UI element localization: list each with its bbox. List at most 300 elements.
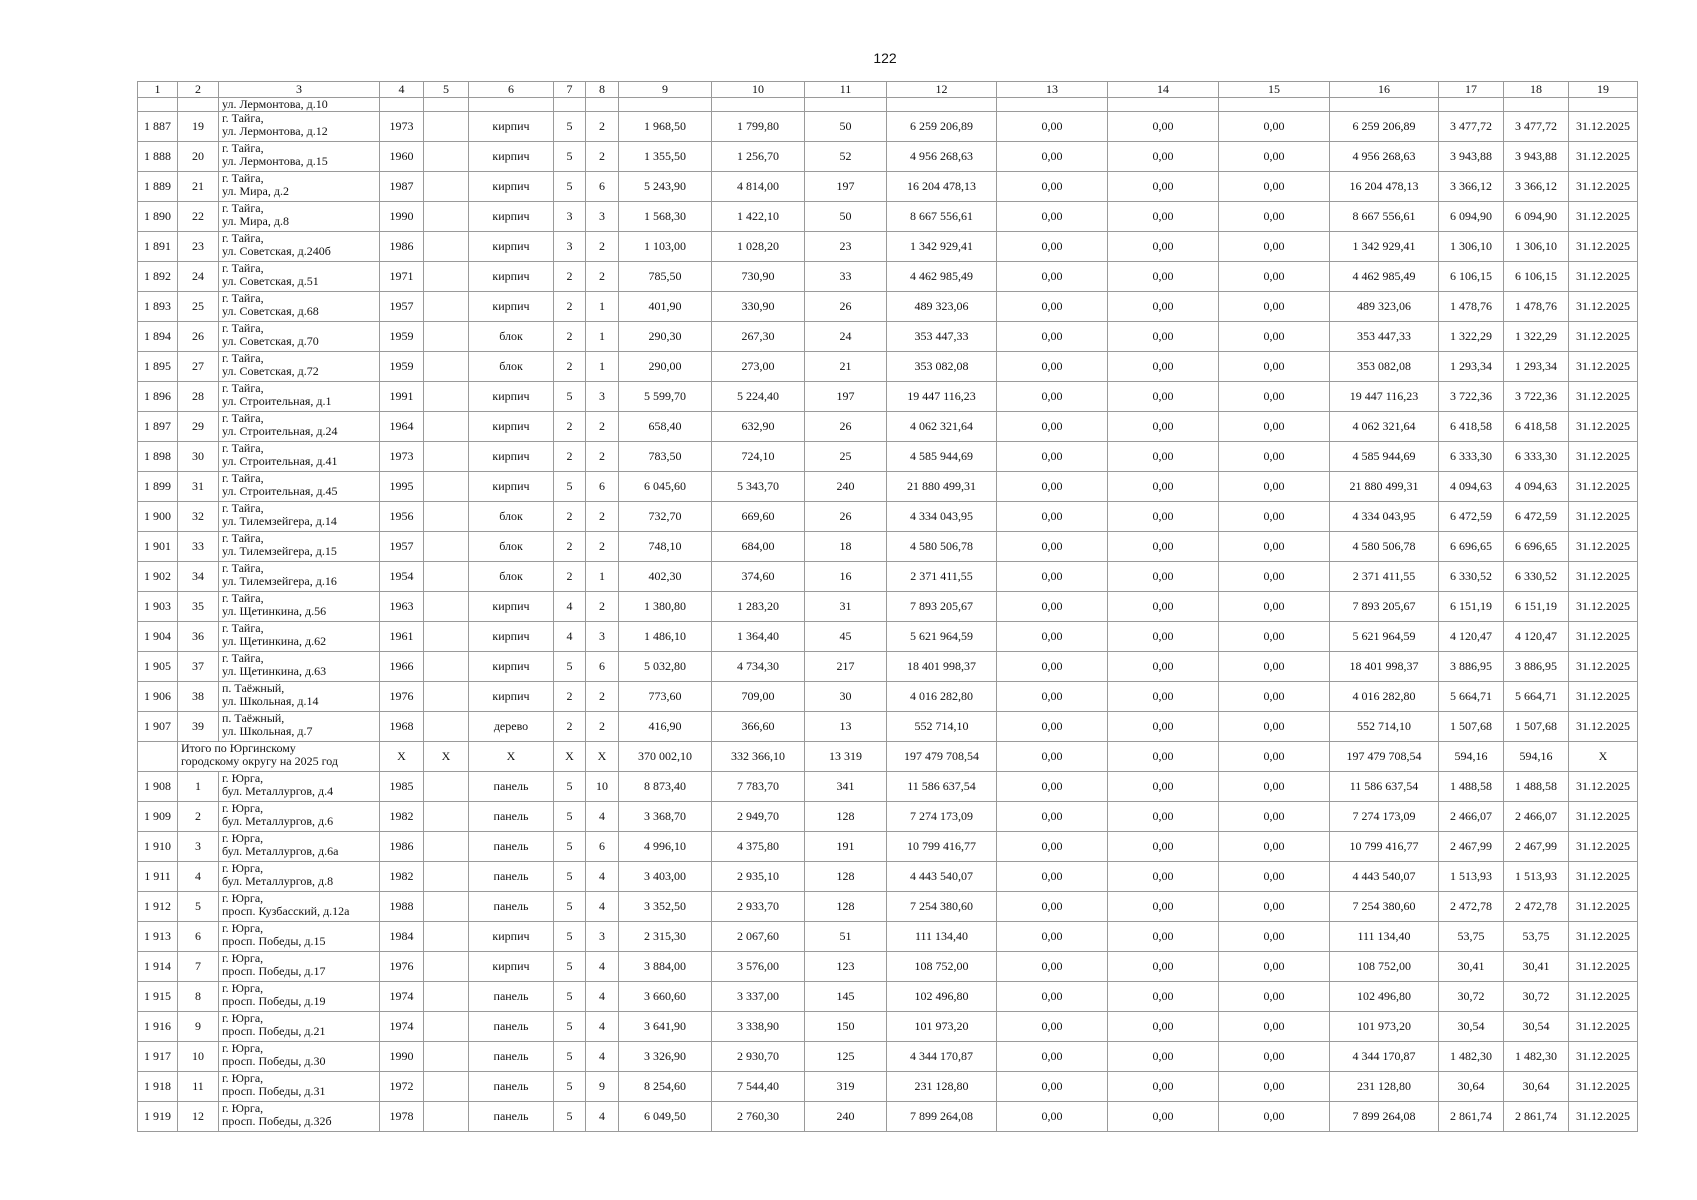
cell-c5 xyxy=(424,412,469,442)
cell-c14: 0,00 xyxy=(1108,202,1219,232)
cell-c13: 0,00 xyxy=(997,952,1108,982)
cell-c18: 53,75 xyxy=(1504,922,1569,952)
cell-floors: 2 xyxy=(554,442,586,472)
cell-c18: 1 478,76 xyxy=(1504,292,1569,322)
cell-wall: блок xyxy=(469,562,554,592)
cell-date: 31.12.2025 xyxy=(1569,472,1638,502)
cell-people: 21 xyxy=(805,352,887,382)
cell-cost: 4 344 170,87 xyxy=(887,1042,997,1072)
cell-c13: 0,00 xyxy=(997,1102,1108,1132)
total-c16: 197 479 708,54 xyxy=(1330,742,1439,772)
cell-living: 366,60 xyxy=(712,712,805,742)
column-number: 10 xyxy=(712,82,805,98)
address-street: ул. Тилемзейгера, д.14 xyxy=(222,514,337,528)
cell-c15: 0,00 xyxy=(1219,952,1330,982)
cell-c14: 0,00 xyxy=(1108,832,1219,862)
address-cell xyxy=(219,442,380,472)
cell-people: 145 xyxy=(805,982,887,1012)
row-id: 1 917 xyxy=(138,1042,178,1072)
cell-floors: 5 xyxy=(554,922,586,952)
cell-cost: 6 259 206,89 xyxy=(887,112,997,142)
row-seq-number: 6 xyxy=(178,922,219,952)
cell-wall: кирпич xyxy=(469,412,554,442)
cell-area: 6 049,50 xyxy=(619,1102,712,1132)
row-seq-number: 26 xyxy=(178,322,219,352)
cell-living: 2 933,70 xyxy=(712,892,805,922)
cell-people: 16 xyxy=(805,562,887,592)
row-id: 1 898 xyxy=(138,442,178,472)
cell-living: 709,00 xyxy=(712,682,805,712)
cell-c16: 108 752,00 xyxy=(1330,952,1439,982)
cell-c14: 0,00 xyxy=(1108,982,1219,1012)
address-street: просп. Победы, д.30 xyxy=(222,1054,326,1068)
cell-floors: 4 xyxy=(554,622,586,652)
cell-floors: 5 xyxy=(554,832,586,862)
address-street: ул. Мира, д.8 xyxy=(222,214,289,228)
row-id: 1 893 xyxy=(138,292,178,322)
address-cell xyxy=(219,652,380,682)
cell-floors: 5 xyxy=(554,112,586,142)
row-id: 1 890 xyxy=(138,202,178,232)
cell-people: 30 xyxy=(805,682,887,712)
cell-c13: 0,00 xyxy=(997,202,1108,232)
address-cell xyxy=(219,502,380,532)
cell-year: 1991 xyxy=(380,382,424,412)
table-row xyxy=(138,442,1638,472)
table-row xyxy=(138,922,1638,952)
cell-cost: 108 752,00 xyxy=(887,952,997,982)
cell-c15: 0,00 xyxy=(1219,112,1330,142)
cell-c5 xyxy=(424,562,469,592)
cell-ent: 4 xyxy=(586,1042,619,1072)
cell-area: 3 326,90 xyxy=(619,1042,712,1072)
cell-floors: 5 xyxy=(554,472,586,502)
table-row xyxy=(138,322,1638,352)
cell-people: 240 xyxy=(805,1102,887,1132)
cell-c18: 1 306,10 xyxy=(1504,232,1569,262)
cell-c5 xyxy=(424,1102,469,1132)
address-street: ул. Советская, д.240б xyxy=(222,244,331,258)
cell-c5 xyxy=(424,472,469,502)
cell-area: 3 368,70 xyxy=(619,802,712,832)
cell-c5 xyxy=(424,112,469,142)
cell-c14: 0,00 xyxy=(1108,1072,1219,1102)
cell-ent: 1 xyxy=(586,562,619,592)
cell-c15: 0,00 xyxy=(1219,622,1330,652)
address-city: г. Тайга, xyxy=(222,531,264,545)
cell-c17: 6 094,90 xyxy=(1439,202,1504,232)
row-id: 1 914 xyxy=(138,952,178,982)
table-row xyxy=(138,1042,1638,1072)
address-city: г. Юрга, xyxy=(222,921,264,935)
cell-wall: кирпич xyxy=(469,142,554,172)
cell-wall: кирпич xyxy=(469,382,554,412)
cell-c5 xyxy=(424,682,469,712)
column-number: 13 xyxy=(997,82,1108,98)
cell-ent: 4 xyxy=(586,1102,619,1132)
cell-date: 31.12.2025 xyxy=(1569,142,1638,172)
cell-c5 xyxy=(424,832,469,862)
cell-c17: 2 861,74 xyxy=(1439,1102,1504,1132)
row-seq-number: 9 xyxy=(178,1012,219,1042)
address-street: бул. Металлургов, д.4 xyxy=(222,784,334,798)
cell-area: 402,30 xyxy=(619,562,712,592)
cell-cost: 19 447 116,23 xyxy=(887,382,997,412)
cell-c17: 30,41 xyxy=(1439,952,1504,982)
cell-date: 31.12.2025 xyxy=(1569,1012,1638,1042)
cell-c14: 0,00 xyxy=(1108,1102,1219,1132)
cell-c16: 16 204 478,13 xyxy=(1330,172,1439,202)
cell-year: 1972 xyxy=(380,1072,424,1102)
cell-c17: 3 477,72 xyxy=(1439,112,1504,142)
address-city: п. Таёжный, xyxy=(222,681,285,695)
cell-c18: 30,64 xyxy=(1504,1072,1569,1102)
cell-c15: 0,00 xyxy=(1219,292,1330,322)
cell-date: 31.12.2025 xyxy=(1569,502,1638,532)
cell-date: 31.12.2025 xyxy=(1569,412,1638,442)
cell-c16: 353 447,33 xyxy=(1330,322,1439,352)
row-id: 1 889 xyxy=(138,172,178,202)
cell-c13: 0,00 xyxy=(997,682,1108,712)
row-id: 1 910 xyxy=(138,832,178,862)
cell-c18: 1 513,93 xyxy=(1504,862,1569,892)
cell-ent: 2 xyxy=(586,412,619,442)
cell-wall: блок xyxy=(469,532,554,562)
cell-cost: 101 973,20 xyxy=(887,1012,997,1042)
row-seq-number: 35 xyxy=(178,592,219,622)
address-cell xyxy=(219,1012,380,1042)
address-city: г. Тайга, xyxy=(222,321,264,335)
row-id: 1 900 xyxy=(138,502,178,532)
address-street: ул. Школьная, д.14 xyxy=(222,694,319,708)
cell-c15: 0,00 xyxy=(1219,1102,1330,1132)
cell-living: 5 224,40 xyxy=(712,382,805,412)
cell-c14: 0,00 xyxy=(1108,892,1219,922)
cell-c17: 4 094,63 xyxy=(1439,472,1504,502)
cell-c17: 5 664,71 xyxy=(1439,682,1504,712)
cell-year: 1982 xyxy=(380,862,424,892)
cell-c16: 7 254 380,60 xyxy=(1330,892,1439,922)
cell-living: 2 935,10 xyxy=(712,862,805,892)
cell-c17: 53,75 xyxy=(1439,922,1504,952)
cell-area: 5 599,70 xyxy=(619,382,712,412)
continued-row xyxy=(138,98,1638,112)
table-row xyxy=(138,292,1638,322)
cell-date: 31.12.2025 xyxy=(1569,322,1638,352)
cell-people: 18 xyxy=(805,532,887,562)
cell-c17: 1 488,58 xyxy=(1439,772,1504,802)
address-cell xyxy=(219,172,380,202)
cell-year: 1990 xyxy=(380,202,424,232)
cell-c16: 19 447 116,23 xyxy=(1330,382,1439,412)
cell-area: 3 641,90 xyxy=(619,1012,712,1042)
column-number: 18 xyxy=(1504,82,1569,98)
cell-c15: 0,00 xyxy=(1219,322,1330,352)
cell-living: 3 337,00 xyxy=(712,982,805,1012)
cell-people: 341 xyxy=(805,772,887,802)
cell-area: 1 380,80 xyxy=(619,592,712,622)
row-id: 1 897 xyxy=(138,412,178,442)
cell-area: 3 352,50 xyxy=(619,892,712,922)
address-street: бул. Металлургов, д.6а xyxy=(222,844,339,858)
column-number: 5 xyxy=(424,82,469,98)
cell-floors: 5 xyxy=(554,652,586,682)
cell-c5 xyxy=(424,772,469,802)
cell-people: 128 xyxy=(805,862,887,892)
cell-date: 31.12.2025 xyxy=(1569,562,1638,592)
table-row xyxy=(138,952,1638,982)
cell-c15: 0,00 xyxy=(1219,202,1330,232)
cell-living: 684,00 xyxy=(712,532,805,562)
cell-people: 50 xyxy=(805,202,887,232)
row-seq-number: 24 xyxy=(178,262,219,292)
row-seq-number: 1 xyxy=(178,772,219,802)
cell-c14: 0,00 xyxy=(1108,922,1219,952)
row-id: 1 894 xyxy=(138,322,178,352)
cell-ent: 9 xyxy=(586,1072,619,1102)
cell-year: 1976 xyxy=(380,682,424,712)
cell-c16: 6 259 206,89 xyxy=(1330,112,1439,142)
total-c13: 0,00 xyxy=(997,742,1108,772)
row-seq-number: 25 xyxy=(178,292,219,322)
column-number: 15 xyxy=(1219,82,1330,98)
total-label xyxy=(178,742,380,772)
cell-living: 3 576,00 xyxy=(712,952,805,982)
row-seq-number: 39 xyxy=(178,712,219,742)
cell-living: 330,90 xyxy=(712,292,805,322)
cell-area: 773,60 xyxy=(619,682,712,712)
cell-c13: 0,00 xyxy=(997,532,1108,562)
cell-c14: 0,00 xyxy=(1108,352,1219,382)
cell-c14: 0,00 xyxy=(1108,322,1219,352)
cell-year: 1976 xyxy=(380,952,424,982)
cell-c14: 0,00 xyxy=(1108,952,1219,982)
cell-c14: 0,00 xyxy=(1108,1012,1219,1042)
cell-c18: 6 106,15 xyxy=(1504,262,1569,292)
cell-living: 1 028,20 xyxy=(712,232,805,262)
cell-year: 1995 xyxy=(380,472,424,502)
row-seq-number: 28 xyxy=(178,382,219,412)
address-cell xyxy=(219,472,380,502)
cell-c18: 6 151,19 xyxy=(1504,592,1569,622)
cell-year: 1985 xyxy=(380,772,424,802)
cell-c13: 0,00 xyxy=(997,472,1108,502)
address-cell xyxy=(219,802,380,832)
cell-c13: 0,00 xyxy=(997,652,1108,682)
cell-date: 31.12.2025 xyxy=(1569,262,1638,292)
cell-wall: кирпич xyxy=(469,232,554,262)
cell-cost: 4 585 944,69 xyxy=(887,442,997,472)
row-seq-number: 32 xyxy=(178,502,219,532)
cell-c18: 6 333,30 xyxy=(1504,442,1569,472)
cell-cost: 11 586 637,54 xyxy=(887,772,997,802)
cell-wall: панель xyxy=(469,1042,554,1072)
cell-c14: 0,00 xyxy=(1108,772,1219,802)
cell-date: 31.12.2025 xyxy=(1569,712,1638,742)
cell-wall: кирпич xyxy=(469,682,554,712)
cell-people: 24 xyxy=(805,322,887,352)
cell-c18: 1 293,34 xyxy=(1504,352,1569,382)
cell-c17: 1 293,34 xyxy=(1439,352,1504,382)
cell-year: 1974 xyxy=(380,1012,424,1042)
table-row xyxy=(138,472,1638,502)
cell-c16: 489 323,06 xyxy=(1330,292,1439,322)
total-c5: X xyxy=(424,742,469,772)
cell-c15: 0,00 xyxy=(1219,232,1330,262)
total-row xyxy=(138,742,1638,772)
cell-people: 13 xyxy=(805,712,887,742)
cell-c15: 0,00 xyxy=(1219,382,1330,412)
cell-c14: 0,00 xyxy=(1108,172,1219,202)
cell-date: 31.12.2025 xyxy=(1569,862,1638,892)
row-id: 1 919 xyxy=(138,1102,178,1132)
address-street: бул. Металлургов, д.8 xyxy=(222,874,334,888)
cell-date: 31.12.2025 xyxy=(1569,232,1638,262)
cell-c15: 0,00 xyxy=(1219,892,1330,922)
cell-c14: 0,00 xyxy=(1108,382,1219,412)
cell xyxy=(1219,98,1330,112)
cell-c16: 11 586 637,54 xyxy=(1330,772,1439,802)
cell-c15: 0,00 xyxy=(1219,1072,1330,1102)
cell-area: 416,90 xyxy=(619,712,712,742)
cell xyxy=(469,98,554,112)
address-cell xyxy=(219,1072,380,1102)
cell-c16: 1 342 929,41 xyxy=(1330,232,1439,262)
cell-floors: 4 xyxy=(554,592,586,622)
cell-year: 1957 xyxy=(380,532,424,562)
cell-year: 1960 xyxy=(380,142,424,172)
cell-cost: 16 204 478,13 xyxy=(887,172,997,202)
cell-c5 xyxy=(424,712,469,742)
cell-ent: 2 xyxy=(586,532,619,562)
cell-ent: 1 xyxy=(586,352,619,382)
cell-date: 31.12.2025 xyxy=(1569,982,1638,1012)
cell-c5 xyxy=(424,622,469,652)
cell-c13: 0,00 xyxy=(997,112,1108,142)
cell-c5 xyxy=(424,232,469,262)
cell-c18: 1 322,29 xyxy=(1504,322,1569,352)
cell-wall: кирпич xyxy=(469,922,554,952)
cell-year: 1986 xyxy=(380,232,424,262)
cell-wall: панель xyxy=(469,802,554,832)
cell-c13: 0,00 xyxy=(997,712,1108,742)
row-seq-number: 34 xyxy=(178,562,219,592)
table-row xyxy=(138,352,1638,382)
row-id: 1 896 xyxy=(138,382,178,412)
cell-c14: 0,00 xyxy=(1108,862,1219,892)
cell-c13: 0,00 xyxy=(997,232,1108,262)
cell-c17: 30,64 xyxy=(1439,1072,1504,1102)
cell-floors: 2 xyxy=(554,562,586,592)
address-street: ул. Строительная, д.1 xyxy=(222,394,332,408)
cell-c15: 0,00 xyxy=(1219,532,1330,562)
address-cell xyxy=(219,142,380,172)
cell-floors: 5 xyxy=(554,1102,586,1132)
cell-wall: кирпич xyxy=(469,112,554,142)
cell-ent: 2 xyxy=(586,682,619,712)
row-id: 1 906 xyxy=(138,682,178,712)
total-c7: X xyxy=(554,742,586,772)
table-row xyxy=(138,112,1638,142)
cell-wall: кирпич xyxy=(469,262,554,292)
cell-c14: 0,00 xyxy=(1108,712,1219,742)
cell-ent: 4 xyxy=(586,802,619,832)
cell-living: 1 422,10 xyxy=(712,202,805,232)
cell-area: 8 873,40 xyxy=(619,772,712,802)
address-city: г. Тайга, xyxy=(222,351,264,365)
column-number: 11 xyxy=(805,82,887,98)
cell-cost: 18 401 998,37 xyxy=(887,652,997,682)
cell-c18: 2 467,99 xyxy=(1504,832,1569,862)
cell-c5 xyxy=(424,202,469,232)
row-seq-number: 33 xyxy=(178,532,219,562)
address-cell xyxy=(219,862,380,892)
cell-ent: 10 xyxy=(586,772,619,802)
cell-c17: 4 120,47 xyxy=(1439,622,1504,652)
cell-c5 xyxy=(424,172,469,202)
cell-c17: 1 482,30 xyxy=(1439,1042,1504,1072)
cell-wall: блок xyxy=(469,352,554,382)
cell-year: 1973 xyxy=(380,112,424,142)
cell-cost: 4 462 985,49 xyxy=(887,262,997,292)
cell-year: 1961 xyxy=(380,622,424,652)
total-people: 13 319 xyxy=(805,742,887,772)
cell-year: 1959 xyxy=(380,322,424,352)
cell-ent: 1 xyxy=(586,292,619,322)
cell xyxy=(1330,98,1439,112)
address-cell xyxy=(219,922,380,952)
cell-wall: панель xyxy=(469,1102,554,1132)
table-row xyxy=(138,982,1638,1012)
cell-floors: 5 xyxy=(554,172,586,202)
address-street: ул. Советская, д.70 xyxy=(222,334,319,348)
cell-c16: 111 134,40 xyxy=(1330,922,1439,952)
cell-c17: 2 466,07 xyxy=(1439,802,1504,832)
cell-c16: 2 371 411,55 xyxy=(1330,562,1439,592)
cell-c16: 7 899 264,08 xyxy=(1330,1102,1439,1132)
cell-c5 xyxy=(424,982,469,1012)
cell-c16: 4 956 268,63 xyxy=(1330,142,1439,172)
continued-address: ул. Лермонтова, д.10 xyxy=(219,98,380,112)
cell-people: 197 xyxy=(805,382,887,412)
cell-area: 290,30 xyxy=(619,322,712,352)
cell-c18: 4 094,63 xyxy=(1504,472,1569,502)
cell-cost: 4 016 282,80 xyxy=(887,682,997,712)
row-seq-number: 5 xyxy=(178,892,219,922)
cell-c14: 0,00 xyxy=(1108,802,1219,832)
cell-cost: 1 342 929,41 xyxy=(887,232,997,262)
address-city: г. Тайга, xyxy=(222,261,264,275)
column-number: 19 xyxy=(1569,82,1638,98)
cell-floors: 2 xyxy=(554,712,586,742)
cell xyxy=(1108,98,1219,112)
cell-c14: 0,00 xyxy=(1108,112,1219,142)
cell-c17: 30,54 xyxy=(1439,1012,1504,1042)
cell-floors: 2 xyxy=(554,322,586,352)
address-street: ул. Советская, д.68 xyxy=(222,304,319,318)
cell-cost: 552 714,10 xyxy=(887,712,997,742)
cell-date: 31.12.2025 xyxy=(1569,172,1638,202)
cell-year: 1966 xyxy=(380,652,424,682)
column-number: 17 xyxy=(1439,82,1504,98)
cell-date: 31.12.2025 xyxy=(1569,292,1638,322)
table-row xyxy=(138,412,1638,442)
cell-c15: 0,00 xyxy=(1219,412,1330,442)
cell-c16: 5 621 964,59 xyxy=(1330,622,1439,652)
address-street: ул. Советская, д.51 xyxy=(222,274,319,288)
cell-ent: 2 xyxy=(586,142,619,172)
cell-c5 xyxy=(424,502,469,532)
